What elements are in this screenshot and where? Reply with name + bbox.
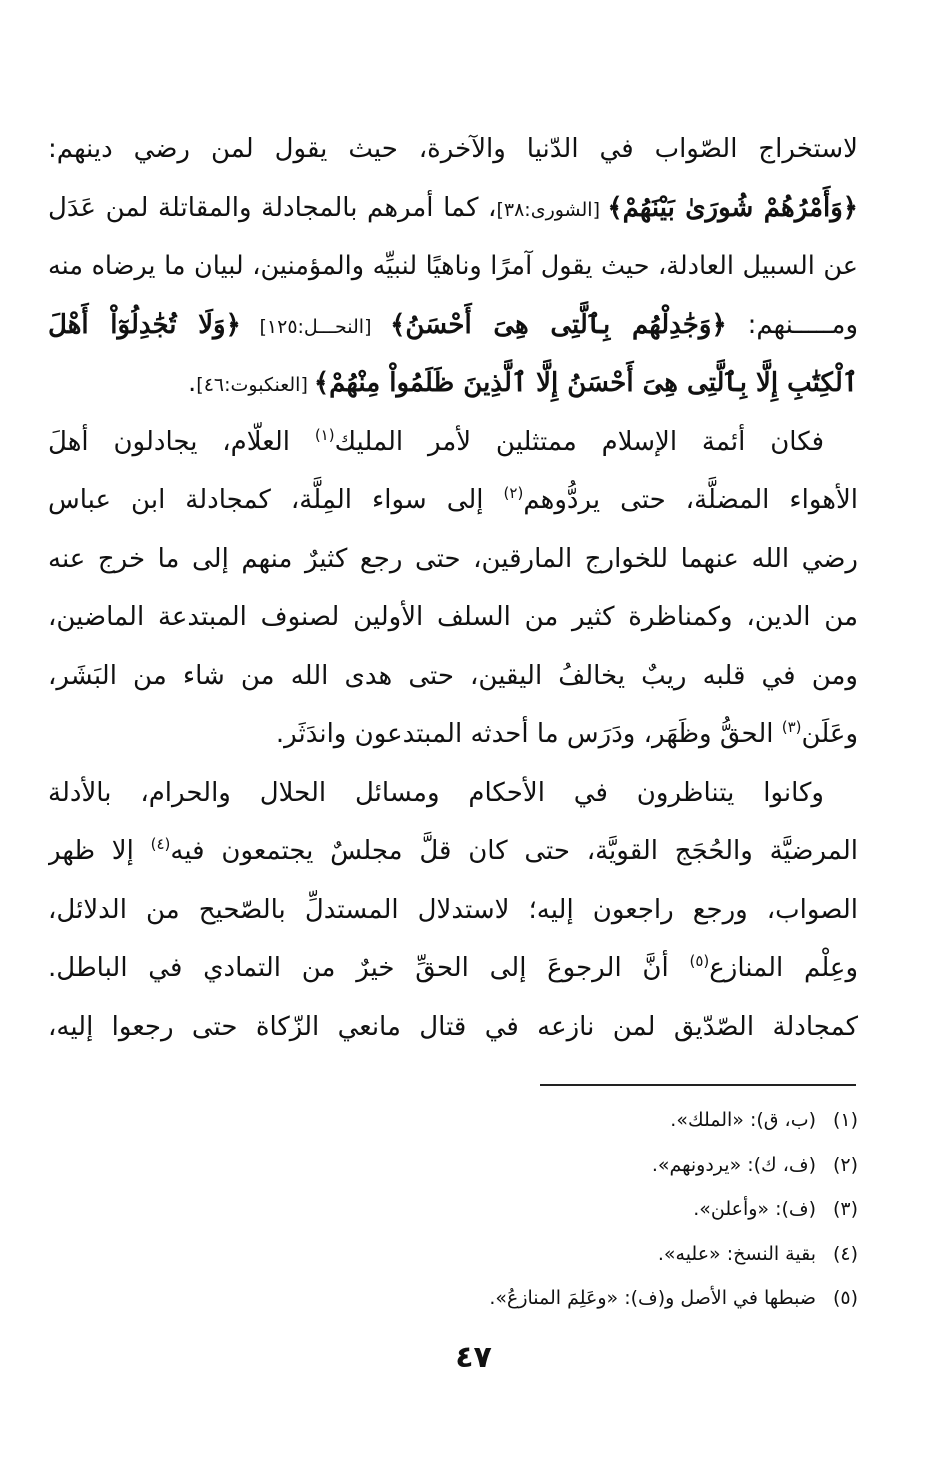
- footnote-marker: (٤): [150, 835, 171, 853]
- footnote-item: [48, 1232, 858, 1277]
- text-run: إلا ظهر: [48, 836, 151, 866]
- text-line: [48, 354, 858, 413]
- text-run: وعِلْم المنازع: [709, 953, 858, 983]
- footnote-item: [48, 1143, 858, 1188]
- footnote-marker: (١): [314, 425, 335, 444]
- text-line: [48, 413, 858, 472]
- text-line: [48, 530, 858, 589]
- quran-verse: ﴿وَجَٰدِلْهُم بِٱلَّتِى هِىَ أَحْسَنُ﴾: [390, 309, 727, 340]
- text-line: [48, 705, 858, 764]
- text-run: وكانوا يتناظرون في الأحكام ومسائل الحلال والحرام، بالأدلة: [48, 777, 824, 808]
- main-text: [48, 120, 858, 1056]
- text-run: عن السبيل العادلة، حيث يقول آمرًا وناهيًا لنبيِّه والمؤمنين، لبيان ما يرضاه منه: [48, 251, 858, 281]
- text-line: [48, 237, 858, 296]
- text-run: الحقُّ وظَهَر، ودَرَس ما أحدثه المبتدعون واندَثَر.: [275, 719, 782, 749]
- footnote-number: (٥): [832, 1287, 858, 1309]
- text-run: ومن في قلبه ريبٌ يخالفُ اليقين، حتى هدى الله من شاء من البَشَر،: [48, 660, 858, 691]
- text-line: [48, 471, 858, 530]
- footnote-item: [48, 1276, 858, 1321]
- quran-verse: ﴿وَلَا تُجَٰدِلُوٓاْ أَهْلَ: [48, 309, 241, 340]
- text-line: [48, 647, 858, 706]
- footnote-text: (ب، ق): «الملك».: [670, 1109, 816, 1131]
- text-run: ومـــــنهم:: [726, 309, 858, 340]
- text-run: وعَلَن: [801, 719, 858, 749]
- footnote-text: (ف): «وأعلن».: [693, 1198, 816, 1220]
- text-line: [48, 588, 858, 647]
- footnote-number: (٣): [832, 1198, 858, 1220]
- text-run: ، كما أمرهم بالمجادلة والمقاتلة لمن عَدَل: [48, 192, 497, 223]
- text-line: [48, 998, 858, 1057]
- text-run: لاستخراج الصّواب في الدّنيا والآخرة، حيث يقول لمن رضي دينهم:: [48, 134, 858, 164]
- footnote-text: بقية النسخ: «عليه».: [657, 1242, 816, 1265]
- text-run: العلّام، يجادلون أهلَ: [48, 426, 315, 457]
- text-line: [48, 822, 858, 881]
- text-run: رضي الله عنهما للخوارج المارقين، حتى رجع كثيرٌ منهم إلى ما خرج عنه: [48, 543, 858, 574]
- verse-citation: [العنكبوت:٤٦]: [196, 374, 314, 396]
- quran-verse: ٱلْكِتَٰبِ إِلَّا بِٱلَّتِى هِىَ أَحْسَنُ إِلَّا ٱلَّذِينَ ظَلَمُواْ مِنْهُمْ﴾: [313, 368, 858, 398]
- text-line: [48, 120, 858, 179]
- footnote-marker: (٣): [781, 718, 802, 736]
- text-line: [48, 764, 858, 823]
- footnotes: [48, 1098, 858, 1321]
- quran-verse: ﴿وَأَمْرُهُمْ شُورَىٰ بَيْنَهُمْ﴾: [607, 192, 858, 223]
- text-run: الصواب، ورجع راجعون إليه؛ لاستدلال المستدلِّ بالصّحيح من الدلائل،: [48, 894, 858, 925]
- text-run: الأهواء المضلَّة، حتى يردُّوهم: [523, 485, 858, 515]
- footnote-marker: (٢): [503, 484, 524, 502]
- page-number: ٤٧: [455, 1340, 492, 1375]
- footnote-number: (١): [832, 1109, 858, 1131]
- verse-citation: [الشورى:٣٨]: [496, 198, 608, 221]
- footnote-item: [48, 1098, 858, 1143]
- verse-citation: [النحـــل:١٢٥]: [240, 315, 391, 338]
- footnote-number: (٤): [832, 1242, 858, 1265]
- footnote-text: (ف، ك): «يردونهم».: [651, 1153, 816, 1176]
- text-run: من الدين، وكمناظرة كثير من السلف الأولين لصنوف المبتدعة الماضين،: [48, 602, 858, 632]
- text-run: فكان أئمة الإسلام ممتثلين لأمر المليك: [334, 426, 825, 457]
- text-run: أنَّ الرجوعَ إلى الحقِّ خيرٌ من التمادي في الباطل.: [48, 953, 690, 983]
- text-run: كمجادلة الصّدّيق لمن نازعه في قتال مانعي الزّكاة حتى رجعوا إليه،: [48, 1011, 858, 1042]
- text-run: إلى سواء المِلَّة، كمجادلة ابن عباس: [48, 485, 504, 515]
- footnote-text: ضبطها في الأصل و(ف): «وعَلِمَ المنازعُ».: [489, 1287, 816, 1309]
- text-line: [48, 881, 858, 940]
- footnote-separator: [540, 1084, 856, 1086]
- text-run: .: [188, 368, 197, 398]
- footnote-item: [48, 1187, 858, 1232]
- text-line: [48, 296, 858, 355]
- footnote-number: (٢): [832, 1153, 858, 1176]
- text-line: [48, 179, 858, 238]
- text-run: المرضيَّة والحُجَج القويَّة، حتى كان قلَّ مجلسٌ يجتمعون فيه: [170, 836, 858, 866]
- footnote-marker: (٥): [689, 952, 710, 970]
- text-line: [48, 939, 858, 998]
